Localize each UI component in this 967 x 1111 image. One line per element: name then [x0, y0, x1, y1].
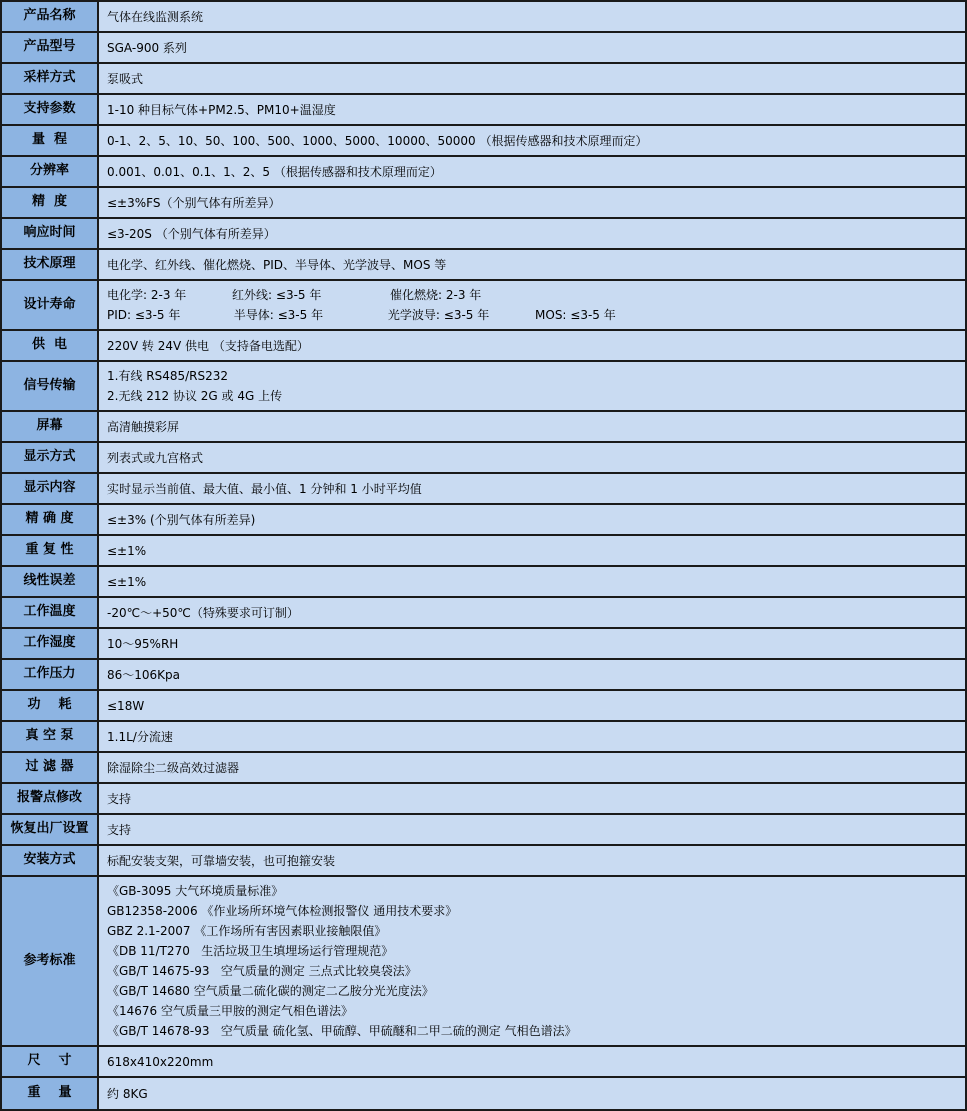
spec-value-line: ≤±1% — [107, 574, 147, 589]
spec-value — [99, 443, 965, 472]
spec-value — [99, 567, 965, 596]
spec-label: 显示方式 — [2, 443, 99, 472]
spec-label: 工作温度 — [2, 598, 99, 627]
spec-value-line: 高清触摸彩屏 — [107, 419, 180, 434]
spec-value — [99, 1078, 965, 1109]
spec-value-line: ≤±3% (个别气体有所差异) — [107, 512, 256, 527]
spec-value — [99, 660, 965, 689]
table-row — [2, 784, 965, 815]
table-row — [2, 250, 965, 281]
table-row — [2, 815, 965, 846]
spec-value — [99, 846, 965, 875]
spec-label: 恢复出厂设置 — [2, 815, 99, 844]
spec-label: 尺 寸 — [2, 1047, 99, 1076]
table-row — [2, 846, 965, 877]
spec-value-line: -20℃～+50℃（特殊要求可订制） — [107, 605, 299, 620]
spec-value-line: 86～106Kpa — [107, 667, 181, 682]
spec-value-line: 《GB-3095 大气环境质量标准》 — [107, 884, 284, 898]
spec-value-line: SGA-900 系列 — [107, 40, 187, 55]
spec-value-line: 618x410x220mm — [107, 1054, 214, 1069]
spec-value — [99, 412, 965, 441]
spec-value — [99, 33, 965, 62]
spec-label: 量 程 — [2, 126, 99, 155]
spec-value — [99, 474, 965, 503]
spec-label: 响应时间 — [2, 219, 99, 248]
spec-value-line: GBZ 2.1-2007 《工作场所有害因素职业接触限值》 — [107, 924, 387, 938]
spec-value — [99, 250, 965, 279]
table-row — [2, 2, 965, 33]
spec-label: 参考标准 — [2, 877, 99, 1045]
spec-label: 支持参数 — [2, 95, 99, 124]
table-row — [2, 188, 965, 219]
table-row — [2, 691, 965, 722]
spec-label: 安装方式 — [2, 846, 99, 875]
spec-value-line: 约 8KG — [107, 1086, 148, 1101]
spec-value — [99, 188, 965, 217]
table-row — [2, 877, 965, 1047]
table-row — [2, 1078, 965, 1109]
spec-label: 功 耗 — [2, 691, 99, 720]
spec-label: 技术原理 — [2, 250, 99, 279]
spec-value-line: 《GB/T 14678-93 空气质量 硫化氢、甲硫醇、甲硫醚和二甲二硫的测定 气相色谱法》 — [107, 1024, 577, 1038]
spec-value-line: 0.001、0.01、0.1、1、2、5 （根据传感器和技术原理而定） — [107, 164, 442, 179]
spec-label: 精 确 度 — [2, 505, 99, 534]
spec-value-line: ≤3-20S （个别气体有所差异） — [107, 226, 276, 241]
spec-label: 信号传输 — [2, 362, 99, 410]
spec-value — [99, 362, 965, 410]
spec-value — [99, 629, 965, 658]
spec-value — [99, 598, 965, 627]
spec-value-line: GB12358-2006 《作业场所环境气体检测报警仪 通用技术要求》 — [107, 904, 458, 918]
spec-value-line: PID: ≤3-5 年 半导体: ≤3-5 年 光学波导: ≤3-5 年 MOS: ≤3-5 年 — [107, 308, 616, 322]
spec-value-line: ≤±1% — [107, 543, 147, 558]
table-row — [2, 126, 965, 157]
spec-label: 供 电 — [2, 331, 99, 360]
spec-value — [99, 126, 965, 155]
spec-value-line: 1-10 种目标气体+PM2.5、PM10+温湿度 — [107, 102, 336, 117]
spec-label: 工作湿度 — [2, 629, 99, 658]
spec-value-line: 《GB/T 14675-93 空气质量的测定 三点式比较臭袋法》 — [107, 964, 417, 978]
spec-label: 分辨率 — [2, 157, 99, 186]
spec-value — [99, 784, 965, 813]
spec-label: 重 量 — [2, 1078, 99, 1109]
table-row — [2, 412, 965, 443]
spec-label: 重 复 性 — [2, 536, 99, 565]
spec-value-line: 1.有线 RS485/RS232 — [107, 369, 229, 383]
spec-value-line: 泵吸式 — [107, 71, 144, 86]
spec-label: 设计寿命 — [2, 281, 99, 329]
spec-label: 显示内容 — [2, 474, 99, 503]
spec-value — [99, 281, 965, 329]
table-row — [2, 567, 965, 598]
table-row — [2, 443, 965, 474]
table-row — [2, 33, 965, 64]
table-row — [2, 157, 965, 188]
spec-label: 报警点修改 — [2, 784, 99, 813]
spec-value — [99, 753, 965, 782]
spec-label: 线性误差 — [2, 567, 99, 596]
spec-value-line: 除湿除尘二级高效过滤器 — [107, 760, 240, 775]
table-row — [2, 64, 965, 95]
spec-value-line: 实时显示当前值、最大值、最小值、1 分钟和 1 小时平均值 — [107, 481, 422, 496]
spec-value-line: 支持 — [107, 791, 132, 806]
spec-value-line: 气体在线监测系统 — [107, 9, 204, 24]
table-row — [2, 598, 965, 629]
spec-label: 过 滤 器 — [2, 753, 99, 782]
spec-value — [99, 536, 965, 565]
table-row — [2, 753, 965, 784]
spec-value — [99, 95, 965, 124]
spec-value — [99, 2, 965, 31]
spec-value-line: 《DB 11/T270 生活垃圾卫生填埋场运行管理规范》 — [107, 944, 394, 958]
spec-value-line: 标配安装支架，可靠墙安装，也可抱箍安装 — [107, 853, 336, 868]
spec-value-line: 1.1L/分流速 — [107, 729, 173, 744]
spec-value-line: ≤18W — [107, 698, 145, 713]
spec-value — [99, 505, 965, 534]
table-row — [2, 281, 965, 331]
table-row — [2, 660, 965, 691]
spec-value-line: 2.无线 212 协议 2G 或 4G 上传 — [107, 389, 283, 403]
spec-value — [99, 877, 965, 1045]
spec-label: 屏幕 — [2, 412, 99, 441]
table-row — [2, 219, 965, 250]
spec-value — [99, 815, 965, 844]
table-row — [2, 536, 965, 567]
spec-value — [99, 64, 965, 93]
spec-value — [99, 157, 965, 186]
table-row — [2, 505, 965, 536]
table-row — [2, 1047, 965, 1078]
spec-value-line: 0-1、2、5、10、50、100、500、1000、5000、10000、50000 （根据传感器和技术原理而定） — [107, 133, 648, 148]
table-row — [2, 629, 965, 660]
spec-label: 工作压力 — [2, 660, 99, 689]
spec-value-line: 《14676 空气质量三甲胺的测定气相色谱法》 — [107, 1004, 353, 1018]
spec-label: 采样方式 — [2, 64, 99, 93]
spec-label: 产品名称 — [2, 2, 99, 31]
spec-value — [99, 219, 965, 248]
table-row — [2, 331, 965, 362]
table-row — [2, 722, 965, 753]
spec-label: 精 度 — [2, 188, 99, 217]
spec-value — [99, 722, 965, 751]
spec-value-line: 支持 — [107, 822, 132, 837]
table-row — [2, 95, 965, 126]
spec-value-line: 《GB/T 14680 空气质量二硫化碳的测定二乙胺分光光度法》 — [107, 984, 434, 998]
spec-value-line: 电化学: 2-3 年 红外线: ≤3-5 年 催化燃烧: 2-3 年 — [107, 288, 482, 302]
table-row — [2, 362, 965, 412]
spec-value-line: 220V 转 24V 供电 （支持备电选配） — [107, 338, 309, 353]
table-row — [2, 474, 965, 505]
spec-value — [99, 331, 965, 360]
spec-label: 真 空 泵 — [2, 722, 99, 751]
spec-value — [99, 1047, 965, 1076]
spec-label: 产品型号 — [2, 33, 99, 62]
spec-value-line: 10～95%RH — [107, 636, 179, 651]
spec-value-line: 列表式或九宫格式 — [107, 450, 204, 465]
spec-value-line: ≤±3%FS（个别气体有所差异） — [107, 195, 281, 210]
spec-value-line: 电化学、红外线、催化燃烧、PID、半导体、光学波导、MOS 等 — [107, 257, 447, 272]
spec-value — [99, 691, 965, 720]
